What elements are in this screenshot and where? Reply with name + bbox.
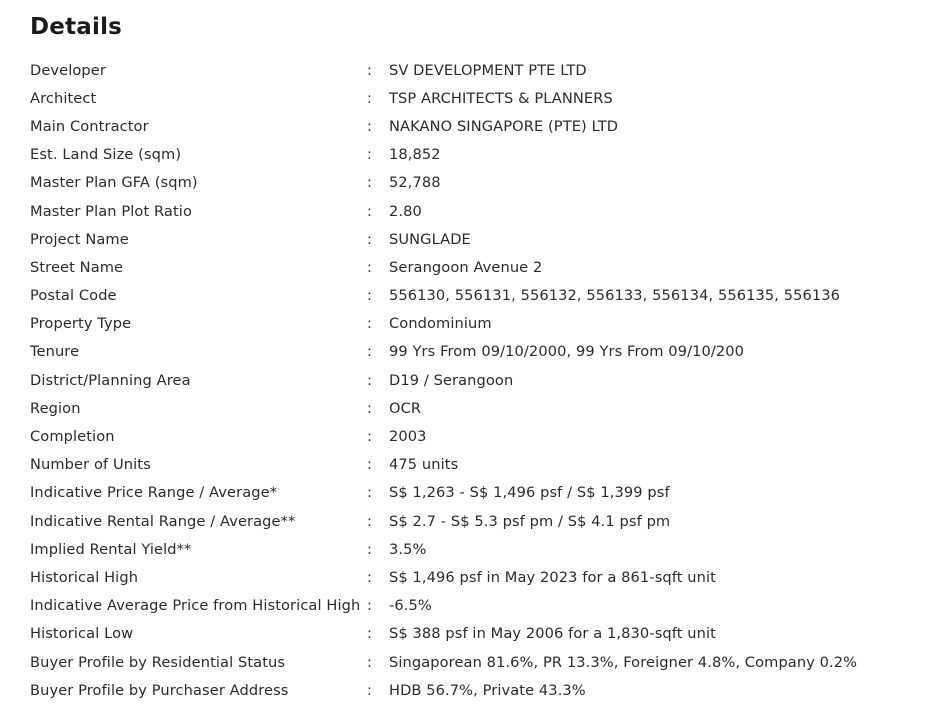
detail-value: 2.80	[389, 202, 422, 220]
detail-separator: :	[367, 89, 372, 107]
details-table-body	[0, 56, 943, 704]
detail-label: Buyer Profile by Purchaser Address	[30, 681, 289, 699]
table-row	[0, 535, 943, 563]
detail-label: Buyer Profile by Residential Status	[30, 653, 286, 671]
table-row	[0, 225, 943, 253]
detail-separator: :	[367, 512, 372, 530]
detail-separator: :	[367, 428, 372, 446]
detail-label: Indicative Price Range / Average*	[30, 484, 278, 502]
detail-label: Architect	[30, 89, 97, 107]
detail-value: S$ 2.7 - S$ 5.3 psf pm / S$ 4.1 psf pm	[389, 512, 671, 530]
table-row	[0, 338, 943, 366]
detail-value: S$ 388 psf in May 2006 for a 1,830-sqft unit	[389, 625, 716, 643]
detail-value: SUNGLADE	[389, 230, 471, 248]
detail-label: Historical High	[30, 568, 139, 586]
table-row	[0, 366, 943, 394]
table-row	[0, 141, 943, 169]
detail-value: Singaporean 81.6%, PR 13.3%, Foreigner 4.8%, Company 0.2%	[389, 653, 858, 671]
table-row	[0, 84, 943, 112]
detail-separator: :	[367, 202, 372, 220]
detail-value: 2003	[389, 428, 427, 446]
detail-separator: :	[367, 61, 372, 79]
detail-value: Serangoon Avenue 2	[389, 258, 543, 276]
table-row	[0, 648, 943, 676]
table-row	[0, 197, 943, 225]
table-row	[0, 253, 943, 281]
table-row	[0, 451, 943, 479]
detail-label: Postal Code	[30, 287, 117, 305]
table-row	[0, 592, 943, 620]
detail-separator: :	[367, 258, 372, 276]
table-row	[0, 112, 943, 140]
detail-value: SV DEVELOPMENT PTE LTD	[389, 61, 587, 79]
table-row	[0, 620, 943, 648]
detail-label: Street Name	[30, 258, 124, 276]
table-row	[0, 394, 943, 422]
detail-value: -6.5%	[389, 597, 432, 615]
table-row	[0, 563, 943, 591]
detail-label: District/Planning Area	[30, 371, 191, 389]
detail-label: Implied Rental Yield**	[30, 540, 192, 558]
table-row	[0, 169, 943, 197]
detail-label: Historical Low	[30, 625, 134, 643]
detail-value: S$ 1,263 - S$ 1,496 psf / S$ 1,399 psf	[389, 484, 670, 502]
detail-value: 475 units	[389, 456, 459, 474]
detail-label: Indicative Average Price from Historical High	[30, 597, 361, 615]
detail-label: Est. Land Size (sqm)	[30, 146, 182, 164]
detail-value: 3.5%	[389, 540, 427, 558]
detail-separator: :	[367, 146, 372, 164]
detail-label: Main Contractor	[30, 117, 149, 135]
detail-separator: :	[367, 287, 372, 305]
detail-separator: :	[367, 568, 372, 586]
table-row	[0, 507, 943, 535]
table-row	[0, 310, 943, 338]
table-row	[0, 282, 943, 310]
detail-label: Master Plan GFA (sqm)	[30, 174, 198, 192]
detail-label: Region	[30, 399, 81, 417]
table-row	[0, 676, 943, 704]
detail-label: Number of Units	[30, 456, 151, 474]
detail-label: Property Type	[30, 315, 132, 333]
table-row	[0, 56, 943, 84]
detail-separator: :	[367, 540, 372, 558]
detail-separator: :	[367, 399, 372, 417]
detail-separator: :	[367, 625, 372, 643]
detail-separator: :	[367, 343, 372, 361]
table-row	[0, 422, 943, 450]
detail-separator: :	[367, 653, 372, 671]
detail-label: Tenure	[30, 343, 80, 361]
table-row	[0, 479, 943, 507]
detail-value: 18,852	[389, 146, 441, 164]
detail-value: OCR	[389, 399, 422, 417]
detail-label: Indicative Rental Range / Average**	[30, 512, 296, 530]
detail-value: D19 / Serangoon	[389, 371, 514, 389]
detail-separator: :	[367, 315, 372, 333]
detail-separator: :	[367, 456, 372, 474]
detail-value: HDB 56.7%, Private 43.3%	[389, 681, 586, 699]
detail-value: Condominium	[389, 315, 492, 333]
detail-separator: :	[367, 230, 372, 248]
detail-separator: :	[367, 597, 372, 615]
detail-value: TSP ARCHITECTS & PLANNERS	[389, 89, 613, 107]
detail-label: Completion	[30, 428, 115, 446]
detail-separator: :	[367, 681, 372, 699]
detail-value: NAKANO SINGAPORE (PTE) LTD	[389, 117, 619, 135]
detail-label: Project Name	[30, 230, 129, 248]
detail-separator: :	[367, 174, 372, 192]
detail-label: Developer	[30, 61, 106, 79]
detail-value: 99 Yrs From 09/10/2000, 99 Yrs From 09/10/200	[389, 343, 745, 361]
detail-label: Master Plan Plot Ratio	[30, 202, 192, 220]
details-table	[0, 56, 943, 704]
detail-separator: :	[367, 484, 372, 502]
detail-value: S$ 1,496 psf in May 2023 for a 861-sqft unit	[389, 568, 716, 586]
page-title: Details	[30, 14, 123, 40]
detail-separator: :	[367, 371, 372, 389]
detail-separator: :	[367, 117, 372, 135]
detail-value: 52,788	[389, 174, 441, 192]
detail-value: 556130, 556131, 556132, 556133, 556134, 556135, 556136	[389, 287, 841, 305]
